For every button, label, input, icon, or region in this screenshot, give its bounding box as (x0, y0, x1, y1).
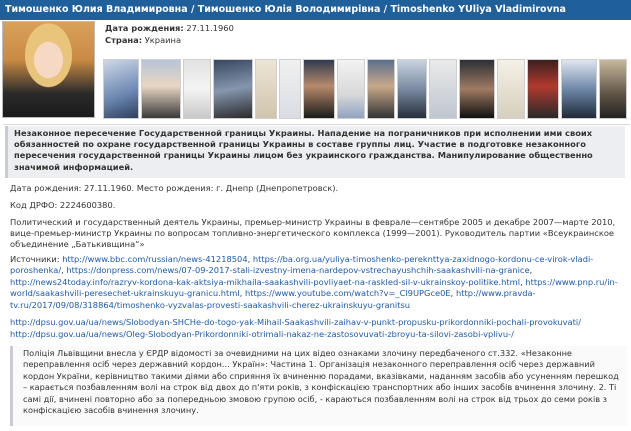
dob-row (105, 22, 234, 34)
charges-summary: Незаконное пересечение Государственной границы Украины. Нападение на пограничников при исполнении ими своих обязанностей по охране государственной границы Украины в составе группы лиц. Участие в подготовке незаконного пересечения государственной границы Украины лицом без украинского гражданства. Манипулирование общественно значимой информацией. (5, 126, 625, 178)
gallery-thumbnail[interactable] (459, 59, 495, 119)
dpsu-link-row (10, 317, 581, 328)
gallery-thumbnail[interactable] (429, 59, 457, 119)
dob-label: Дата рождения: (105, 23, 184, 33)
gallery-thumbnail[interactable] (103, 59, 139, 119)
dpsu-link[interactable]: http://dpsu.gov.ua/ua/news/Oleg-Slobodyan-Prikordonniki-otrimali-nakaz-ne-zastosovuvati-zbroyu-ta-silovi-zasobi-vplivu-/ (10, 329, 514, 339)
birth-info: Дата рождения: 27.11.1960. Место рождения: г. Днепр (Днепропетровск). (10, 183, 339, 193)
gallery-thumbnail[interactable] (303, 59, 335, 119)
source-link[interactable]: https://www.pnp.ru/in-world/saakashvili-peresechet-ukrainskuyu-granicu.html (10, 276, 618, 299)
page-title: Тимошенко Юлия Владимировна / Тимошенко Юлія Володимирівна / Timoshenko YUliya Vladimirovna (0, 0, 631, 20)
gallery-thumbnail[interactable] (561, 59, 597, 119)
dpsu-link-row (10, 329, 514, 340)
profile-photo[interactable] (2, 21, 95, 118)
source-link[interactable]: http://news24today.info/razryv-kordona-kak-aktsiya-mikhaila-saakashvili-povliyaet-na-raskled-sil-v-ukrainskoy-politike.html (10, 276, 521, 287)
gallery-thumbnail[interactable] (279, 59, 301, 119)
gallery-thumbnail[interactable] (497, 59, 525, 119)
country-label: Страна: (105, 35, 143, 45)
sources-block: Источники: http://www.bbc.com/russian/news-41218504, https://ba.org.ua/yuliya-timoshenko-pereknttya-zaxidnogo-kordonu-ce-virok-vladi-poroshenka/, https://donpress.com/news/07-09-2017-stali-izvestny-imena-nardepov-vstrechayushchih-saakashvili-na-granice, http://news24today.info/razryv-kordona-kak-aktsiya-mikhaila-saakashvili-povliyaet-na-raskled-sil-v-ukrainskoy-politike.html, https://www.pnp.ru/in-world/saakashvili-peresechet-ukrainskuyu-granicu.html, https://www.youtube.com/watch?v=_Cl9UPGce0E, http://www.pravda-tv.ru/2017/09/08/318864/timoshenko-vyzvalas-provesti-saakashvili-cherez-ukrainskuyu-granitsu (10, 254, 618, 310)
sources-label: Источники: (10, 254, 60, 264)
source-link[interactable]: https://donpress.com/news/07-09-2017-stali-izvestny-imena-nardepov-vstrechayushchih-saakashvili-na-granice (66, 265, 530, 276)
gallery-thumbnail[interactable] (337, 59, 365, 119)
source-link[interactable]: http://www.pravda-tv.ru/2017/09/08/318864/timoshenko-vyzvalas-provesti-saakashvili-cherez-ukrainskuyu-granitsu (10, 288, 536, 310)
source-link[interactable]: https://ba.org.ua/yuliya-timoshenko-pereknttya-zaxidnogo-kordonu-ce-virok-vladi-poroshenka/ (10, 254, 594, 276)
country-value: Украина (144, 35, 182, 45)
gallery-thumbnail[interactable] (213, 59, 253, 119)
dpsu-link[interactable]: http://dpsu.gov.ua/ua/news/Slobodyan-SHCHe-do-togo-yak-Mihail-Saakashvili-zaihav-v-punkt-propusku-prikordonniki-pochali-provokuvati/ (10, 317, 581, 327)
biography: Политический и государственный деятель Украины, премьер-министр Украины в феврале—сентябре 2005 и декабре 2007—марте 2010, вице-премьер-министр Украины по вопросам топливно-энергетического комплекса (1999—2001). Руководитель партии «Всеукраинское объединение „Батькивщина“» (10, 217, 616, 249)
police-quote: Поліція Львівщини внесла у ЄРДР відомості за очевидними на цих відео ознаками злочину передбаченого ст.332. «Незаконне переправлення осіб через державний кордон... Україн»: Частина 1. Організація незаконного переправлення осіб через державний кордон України, керівництво такими діями або сприяння їх вчиненню порадами, вказівками, наданням засобів або усуненням перешкод – карається позбавленням волі на строк від двох до п'яти років, з конфіскацією транспортних або інших засобів вчинення злочину. 2. Ті самі дії, вчинені повторно або за попередньою змовою групою осіб, - караються позбавленням волі на строк від трьох до семи років з конфіскацією засобів вчинення злочину. (10, 346, 627, 426)
gallery-thumbnail[interactable] (397, 59, 427, 119)
profile-meta (105, 22, 234, 46)
source-link[interactable]: http://www.bbc.com/russian/news-41218504 (62, 254, 248, 264)
country-row (105, 34, 234, 46)
photo-gallery (103, 59, 631, 119)
dob-value: 27.11.1960 (186, 23, 234, 33)
gallery-thumbnail[interactable] (141, 59, 181, 119)
gallery-thumbnail[interactable] (183, 59, 211, 119)
gallery-thumbnail[interactable] (599, 59, 627, 119)
gallery-thumbnail[interactable] (527, 59, 559, 119)
source-link[interactable]: https://www.youtube.com/watch?v=_Cl9UPGce0E (244, 288, 451, 299)
gallery-thumbnail[interactable] (255, 59, 277, 119)
gallery-thumbnail[interactable] (367, 59, 395, 119)
drfo-code: Код ДРФО: 2224600380. (10, 200, 116, 210)
